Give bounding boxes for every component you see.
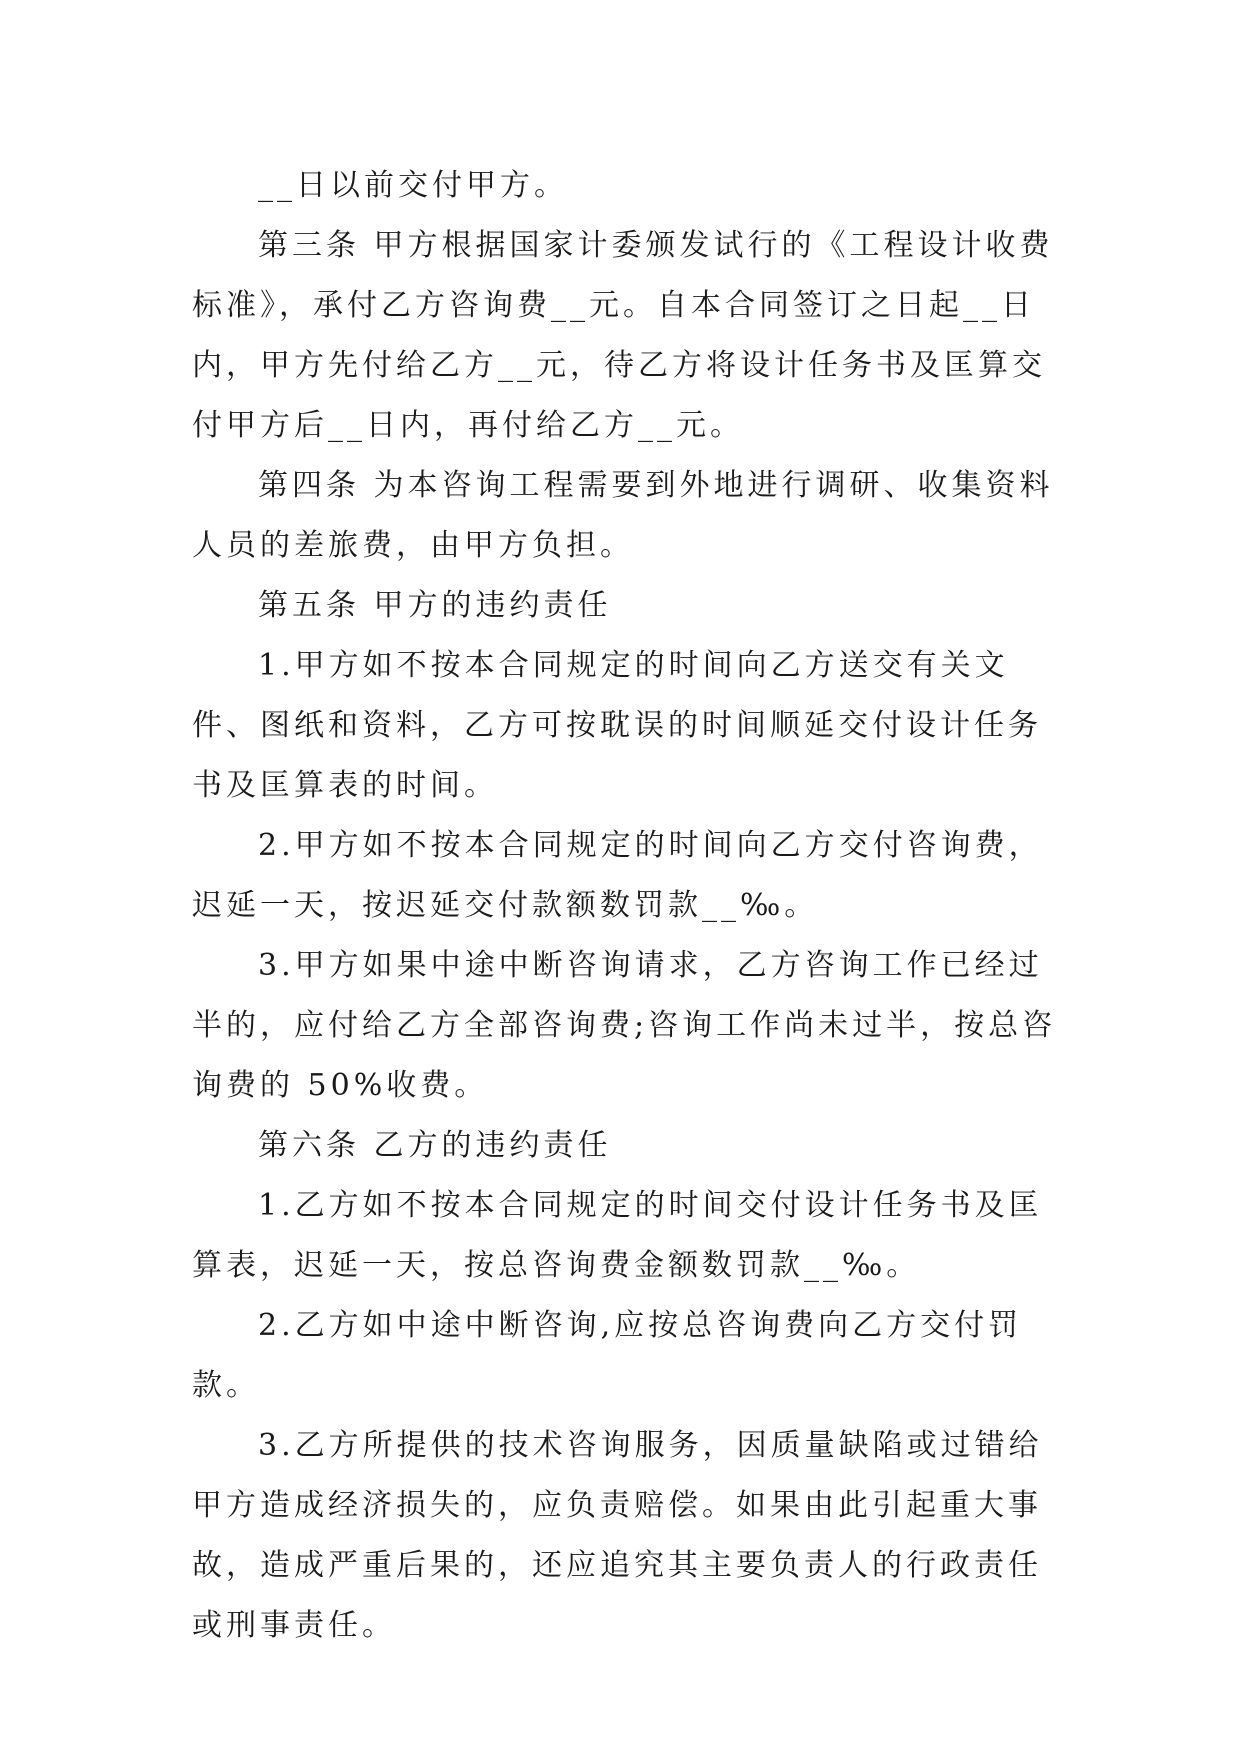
paragraph-article-6-item-2: 2.乙方如中途中断咨询,应按总咨询费向乙方交付罚款。 <box>192 1308 1023 1403</box>
heading-article-6: 第六条 乙方的违约责任 <box>258 1128 612 1163</box>
contract-text <box>192 156 1062 1656</box>
paragraph-article-5-item-1: 1.甲方如不按本合同规定的时间向乙方送交有关文件、图纸和资料，乙方可按耽误的时间顺延交付设计任务书及匡算表的时间。 <box>192 648 1042 803</box>
paragraph-article-6-item-1: 1.乙方如不按本合同规定的时间交付设计任务书及匡算表，迟延一天，按总咨询费金额数罚款__‰。 <box>192 1188 1043 1283</box>
paragraph-article-3: 第三条 甲方根据国家计委颁发试行的《工程设计收费标准》，承付乙方咨询费__元。自本合同签订之日起__日内，甲方先付给乙方__元，待乙方将设计任务书及匡算交付甲方后__日内，再付给乙方__元。 <box>192 228 1054 443</box>
heading-article-5: 第五条 甲方的违约责任 <box>258 588 612 623</box>
paragraph-article-5-item-2: 2.甲方如不按本合同规定的时间向乙方交付咨询费，迟延一天，按迟延交付款额数罚款__‰。 <box>192 828 1043 923</box>
paragraph-delivery-deadline: __日以前交付甲方。 <box>258 168 568 203</box>
paragraph-article-6-item-3: 3.乙方所提供的技术咨询服务，因质量缺陷或过错给甲方造成经济损失的，应负责赔偿。如果由此引起重大事故，造成严重后果的，还应追究其主要负责人的行政责任或刑事责任。 <box>192 1428 1043 1643</box>
paragraph-article-4: 第四条 为本咨询工程需要到外地进行调研、收集资料人员的差旅费，由甲方负担。 <box>192 468 1054 563</box>
paragraph-article-5-item-3: 3.甲方如果中途中断咨询请求，乙方咨询工作已经过半的，应付给乙方全部咨询费;咨询工作尚未过半，按总咨询费的 50%收费。 <box>192 948 1057 1103</box>
